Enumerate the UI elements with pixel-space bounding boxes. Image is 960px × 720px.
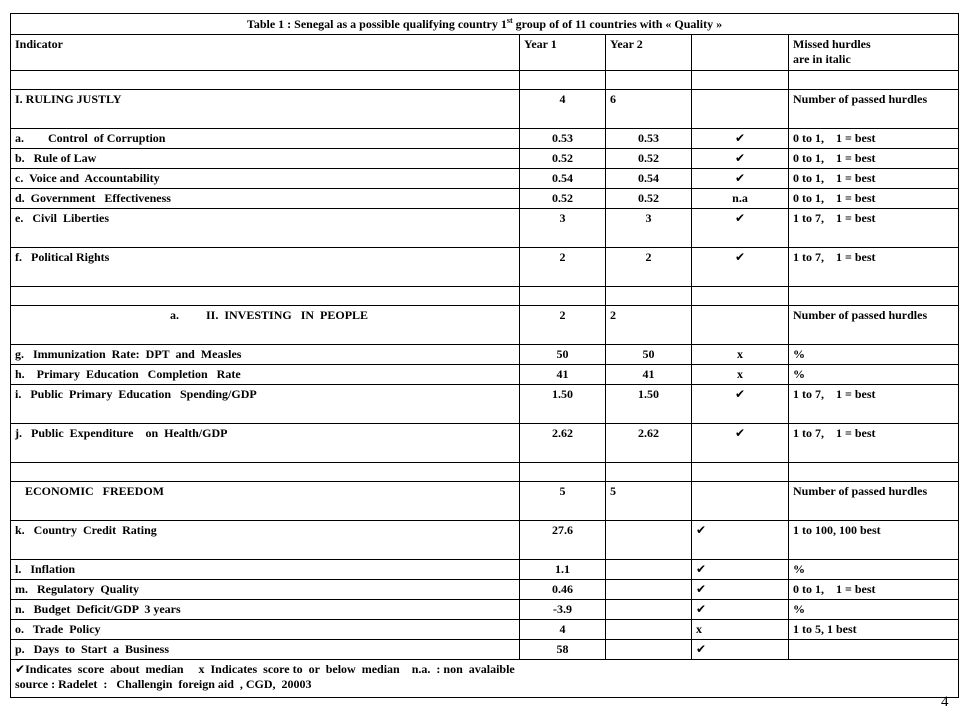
header-year1: Year 1: [520, 35, 606, 71]
header-missed-hurdles: Missed hurdles are in italic: [789, 35, 959, 71]
table-row: j. Public Expenditure on Health/GDP 2.62 2.62 ✔ 1 to 7, 1 = best: [11, 424, 959, 463]
table-row: p. Days to Start a Business 58 ✔: [11, 640, 959, 660]
page-number: 4: [941, 694, 949, 710]
section-row-ruling: I. RULING JUSTLY 4 6 Number of passed hurdles: [11, 90, 959, 129]
check-icon: ✔: [692, 560, 789, 580]
section-row-economic: ECONOMIC FREEDOM 5 5 Number of passed hurdles: [11, 482, 959, 521]
table-row: c. Voice and Accountability 0.54 0.54 ✔ 0 to 1, 1 = best: [11, 169, 959, 189]
table-row: f. Political Rights 2 2 ✔ 1 to 7, 1 = best: [11, 248, 959, 287]
check-icon: ✔: [692, 640, 789, 660]
check-icon: ✔: [692, 600, 789, 620]
x-mark: x: [692, 345, 789, 365]
check-icon: ✔: [692, 424, 789, 463]
table-row: m. Regulatory Quality 0.46 ✔ 0 to 1, 1 = best: [11, 580, 959, 600]
table-row: n. Budget Deficit/GDP 3 years -3.9 ✔ %: [11, 600, 959, 620]
check-icon: ✔: [692, 521, 789, 560]
check-icon: ✔: [15, 662, 26, 676]
table-row: h. Primary Education Completion Rate 41 41 x %: [11, 365, 959, 385]
check-icon: ✔: [692, 385, 789, 424]
check-icon: ✔: [692, 209, 789, 248]
spacer-row: [11, 287, 959, 306]
spacer-row: [11, 71, 959, 90]
footnote-legend: Indicates score about median x Indicates score to or below median n.a. : non avalaible: [25, 662, 515, 676]
footnote-row: [11, 660, 959, 698]
table-row: d. Government Effectiveness 0.52 0.52 n.a 0 to 1, 1 = best: [11, 189, 959, 209]
spacer-row: [11, 463, 959, 482]
table-row: g. Immunization Rate: DPT and Measles 50 50 x %: [11, 345, 959, 365]
x-mark: x: [692, 620, 789, 640]
senegal-quality-table: [10, 13, 959, 698]
table-row: i. Public Primary Education Spending/GDP 1.50 1.50 ✔ 1 to 7, 1 = best: [11, 385, 959, 424]
table-row: a. Control of Corruption 0.53 0.53 ✔ 0 to 1, 1 = best: [11, 129, 959, 149]
table-row: o. Trade Policy 4 x 1 to 5, 1 best: [11, 620, 959, 640]
footnote-source: source : Radelet : Challengin foreign aid , CGD, 20003: [15, 677, 312, 691]
header-indicator: Indicator: [11, 35, 520, 71]
header-year2: Year 2: [606, 35, 692, 71]
table-row: l. Inflation 1.1 ✔ %: [11, 560, 959, 580]
check-icon: ✔: [692, 169, 789, 189]
header-mark: [692, 35, 789, 71]
check-icon: ✔: [692, 129, 789, 149]
check-icon: ✔: [692, 248, 789, 287]
check-icon: ✔: [692, 580, 789, 600]
section-row-investing: a. II. INVESTING IN PEOPLE 2 2 Number of passed hurdles: [11, 306, 959, 345]
x-mark: x: [692, 365, 789, 385]
na-mark: n.a: [692, 189, 789, 209]
table-row: b. Rule of Law 0.52 0.52 ✔ 0 to 1, 1 = best: [11, 149, 959, 169]
table-title: Table 1 : Senegal as a possible qualifying country 1st group of of 11 countries with « Quality »: [11, 14, 959, 35]
check-icon: ✔: [692, 149, 789, 169]
table-row: e. Civil Liberties 3 3 ✔ 1 to 7, 1 = best: [11, 209, 959, 248]
table-row: k. Country Credit Rating 27.6 ✔ 1 to 100, 100 best: [11, 521, 959, 560]
